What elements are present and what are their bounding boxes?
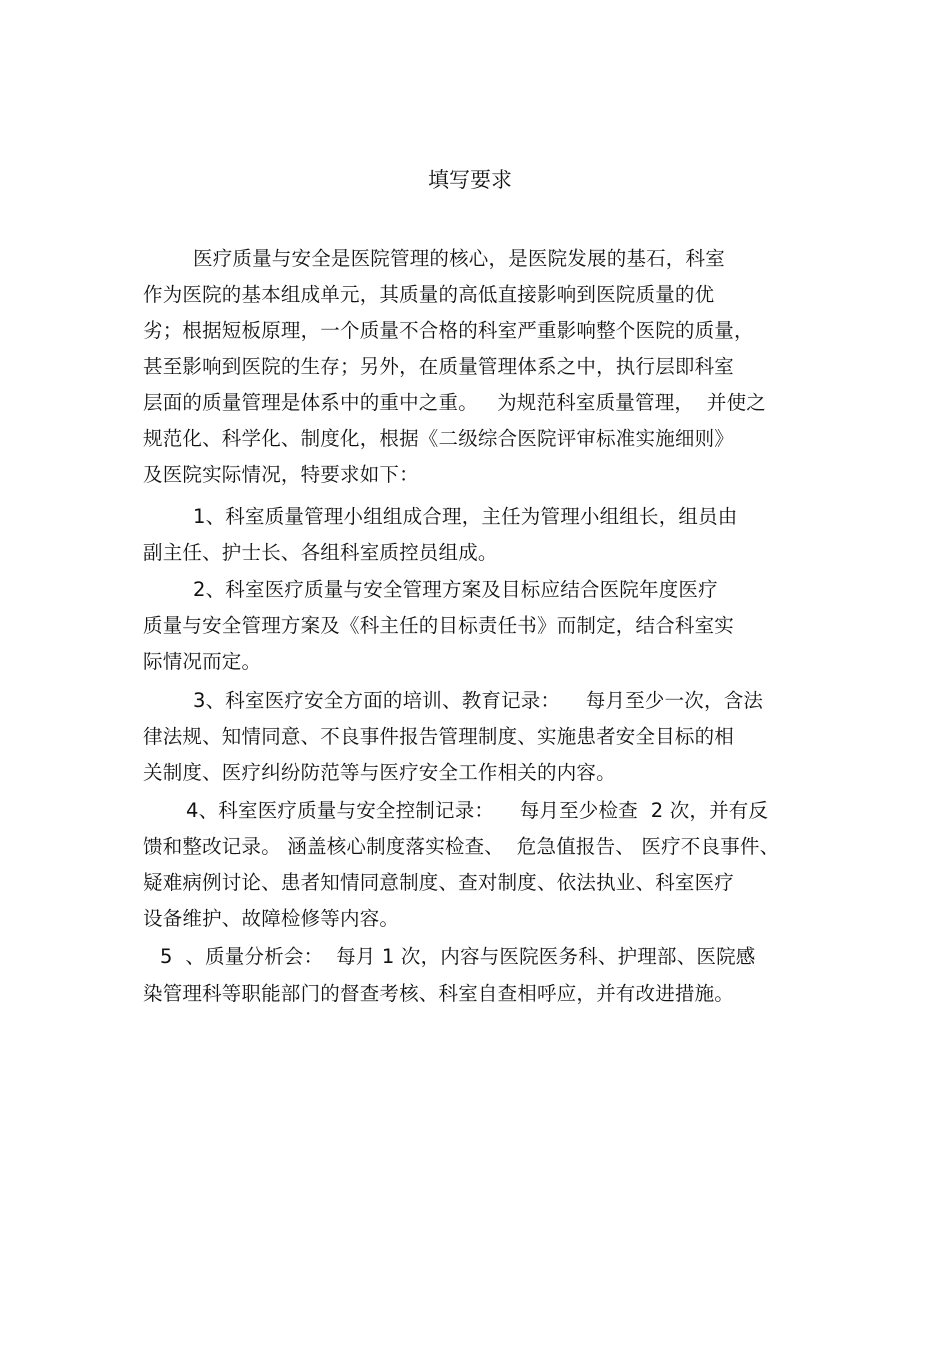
paragraph-line: 甚至影响到医院的生存；另外，在质量管理体系之中，执行层即科室	[143, 355, 735, 378]
paragraph-line: 医疗质量与安全是医院管理的核心，是医院发展的基石，科室	[193, 247, 725, 270]
list-item-line: 染管理科等职能部门的督查考核、科室自查相呼应，并有改进措施。	[143, 982, 735, 1005]
paragraph-line: 作为医院的基本组成单元，其质量的高低直接影响到医院质量的优	[143, 283, 715, 306]
list-item-line: 副主任、护士长、各组科室质控员组成。	[143, 541, 498, 564]
list-item-line: 设备维护、故障检修等内容。	[143, 907, 400, 930]
list-item-line: 关制度、医疗纠纷防范等与医疗安全工作相关的内容。	[143, 761, 616, 784]
paragraph-line: 规范化、科学化、制度化，根据《二级综合医院评审标准实施细则》	[143, 427, 735, 450]
list-item-line: 5 、质量分析会： 每月 1 次，内容与医院医务科、护理部、医院感	[160, 945, 756, 968]
document-title: 填写要求	[428, 168, 512, 192]
paragraph-line: 及医院实际情况，特要求如下：	[143, 463, 419, 486]
list-item-line: 3、科室医疗安全方面的培训、教育记录： 每月至少一次，含法	[193, 689, 764, 712]
paragraph-line: 层面的质量管理是体系中的重中之重。 为规范科室质量管理， 并使之	[143, 391, 766, 414]
list-item-line: 馈和整改记录。 涵盖核心制度落实检查、 危急值报告、 医疗不良事件、	[143, 835, 780, 858]
paragraph-line: 劣；根据短板原理，一个质量不合格的科室严重影响整个医院的质量，	[143, 319, 754, 342]
list-item-line: 2、科室医疗质量与安全管理方案及目标应结合医院年度医疗	[193, 578, 718, 601]
list-item-line: 1、科室质量管理小组组成合理，主任为管理小组组长，组员由	[193, 505, 738, 528]
list-item-line: 疑难病例讨论、患者知情同意制度、查对制度、依法执业、科室医疗	[143, 871, 735, 894]
list-item-line: 际情况而定。	[143, 650, 262, 673]
list-item-line: 律法规、知情同意、不良事件报告管理制度、实施患者安全目标的相	[143, 725, 735, 748]
list-item-line: 质量与安全管理方案及《科主任的目标责任书》而制定，结合科室实	[143, 614, 735, 637]
list-item-line: 4、科室医疗质量与安全控制记录： 每月至少检查 2 次，并有反	[186, 799, 769, 822]
